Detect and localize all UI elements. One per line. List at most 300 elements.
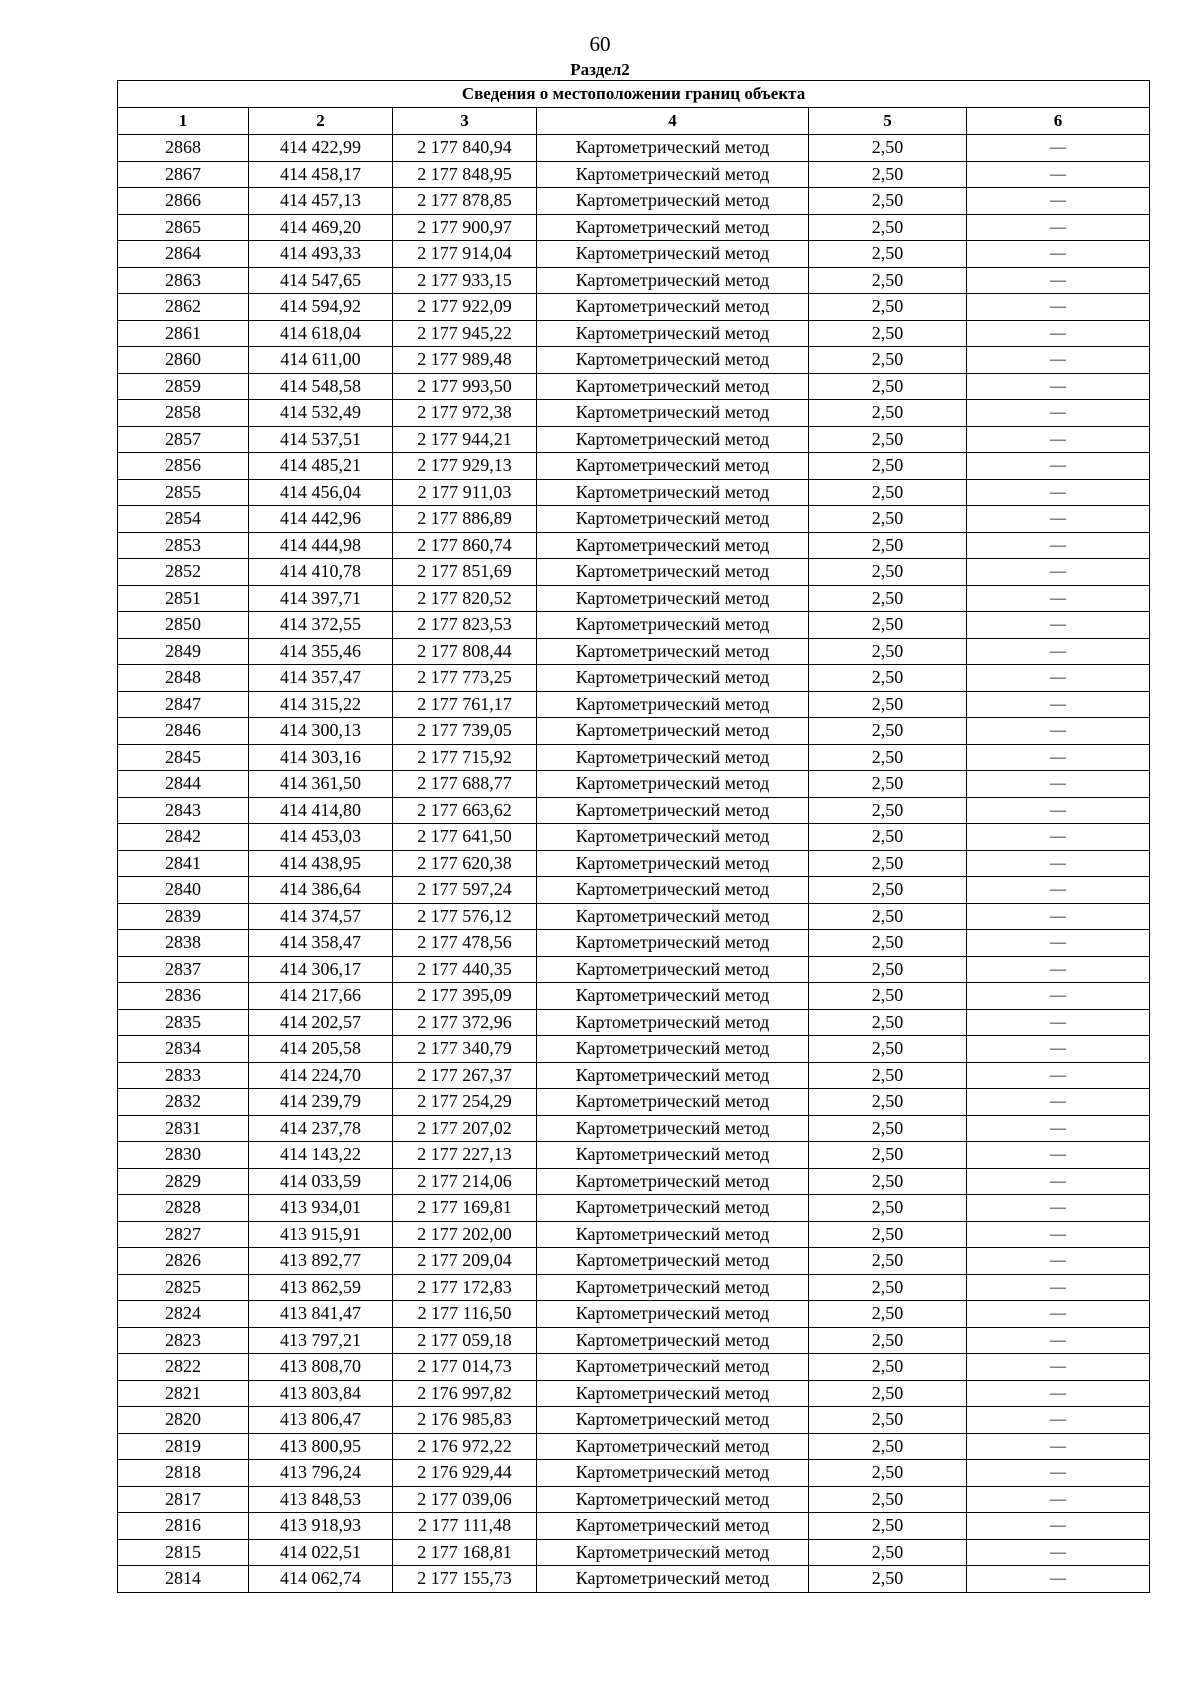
cell-coordinate-y: 2 177 878,85 [393,188,537,215]
cell-point-number: 2821 [118,1380,249,1407]
cell-coordinate-x: 414 372,55 [249,612,393,639]
cell-description: — [967,771,1150,798]
cell-coordinate-y: 2 177 395,09 [393,983,537,1010]
cell-coordinate-x: 414 442,96 [249,506,393,533]
cell-accuracy: 2,50 [809,1460,967,1487]
cell-coordinate-x: 413 934,01 [249,1195,393,1222]
cell-method: Картометрический метод [537,797,809,824]
cell-point-number: 2840 [118,877,249,904]
cell-method: Картометрический метод [537,241,809,268]
cell-accuracy: 2,50 [809,135,967,162]
cell-point-number: 2837 [118,956,249,983]
cell-coordinate-x: 413 892,77 [249,1248,393,1275]
cell-point-number: 2842 [118,824,249,851]
table-row [118,161,1150,188]
table-row [118,718,1150,745]
cell-coordinate-y: 2 177 039,06 [393,1486,537,1513]
cell-accuracy: 2,50 [809,188,967,215]
cell-accuracy: 2,50 [809,638,967,665]
cell-method: Картометрический метод [537,1354,809,1381]
cell-accuracy: 2,50 [809,373,967,400]
cell-point-number: 2862 [118,294,249,321]
cell-method: Картометрический метод [537,1513,809,1540]
cell-coordinate-x: 414 224,70 [249,1062,393,1089]
cell-coordinate-y: 2 177 851,69 [393,559,537,586]
cell-description: — [967,400,1150,427]
table-row [118,400,1150,427]
cell-coordinate-x: 414 548,58 [249,373,393,400]
page-number: 60 [589,32,611,56]
boundary-table [117,80,1150,1593]
cell-description: — [967,1539,1150,1566]
cell-accuracy: 2,50 [809,1142,967,1169]
cell-point-number: 2859 [118,373,249,400]
table-row [118,824,1150,851]
cell-point-number: 2868 [118,135,249,162]
cell-point-number: 2814 [118,1566,249,1593]
cell-method: Картометрический метод [537,930,809,957]
cell-coordinate-y: 2 176 997,82 [393,1380,537,1407]
cell-description: — [967,1380,1150,1407]
table-row [118,1327,1150,1354]
table-row [118,1115,1150,1142]
cell-point-number: 2856 [118,453,249,480]
table-row [118,1036,1150,1063]
cell-description: — [967,797,1150,824]
cell-coordinate-y: 2 177 478,56 [393,930,537,957]
table-row [118,1460,1150,1487]
cell-accuracy: 2,50 [809,294,967,321]
cell-description: — [967,506,1150,533]
cell-method: Картометрический метод [537,532,809,559]
cell-coordinate-y: 2 177 267,37 [393,1062,537,1089]
cell-method: Картометрический метод [537,718,809,745]
table-row [118,532,1150,559]
cell-point-number: 2820 [118,1407,249,1434]
cell-coordinate-y: 2 177 972,38 [393,400,537,427]
cell-accuracy: 2,50 [809,877,967,904]
cell-description: — [967,1195,1150,1222]
cell-point-number: 2817 [118,1486,249,1513]
cell-coordinate-y: 2 177 945,22 [393,320,537,347]
cell-description: — [967,930,1150,957]
cell-description: — [967,453,1150,480]
table-row [118,1195,1150,1222]
table-row [118,1301,1150,1328]
table-row [118,585,1150,612]
cell-coordinate-x: 413 800,95 [249,1433,393,1460]
cell-point-number: 2841 [118,850,249,877]
cell-method: Картометрический метод [537,744,809,771]
cell-method: Картометрический метод [537,638,809,665]
cell-coordinate-x: 414 357,47 [249,665,393,692]
cell-method: Картометрический метод [537,850,809,877]
cell-coordinate-y: 2 177 823,53 [393,612,537,639]
table-row [118,850,1150,877]
cell-description: — [967,1486,1150,1513]
column-number-4: 4 [537,108,809,135]
cell-coordinate-y: 2 177 440,35 [393,956,537,983]
cell-coordinate-x: 414 315,22 [249,691,393,718]
table-row [118,506,1150,533]
cell-method: Картометрический метод [537,903,809,930]
cell-description: — [967,320,1150,347]
cell-description: — [967,1513,1150,1540]
cell-coordinate-y: 2 177 014,73 [393,1354,537,1381]
table-caption: Сведения о местоположении границ объекта [118,81,1150,108]
cell-method: Картометрический метод [537,400,809,427]
cell-point-number: 2861 [118,320,249,347]
table-row [118,930,1150,957]
table-row [118,665,1150,692]
cell-point-number: 2857 [118,426,249,453]
cell-point-number: 2819 [118,1433,249,1460]
cell-point-number: 2833 [118,1062,249,1089]
cell-accuracy: 2,50 [809,214,967,241]
cell-method: Картометрический метод [537,877,809,904]
cell-method: Картометрический метод [537,956,809,983]
cell-point-number: 2832 [118,1089,249,1116]
cell-description: — [967,744,1150,771]
table-row [118,241,1150,268]
cell-accuracy: 2,50 [809,1513,967,1540]
cell-point-number: 2815 [118,1539,249,1566]
table-row [118,1513,1150,1540]
cell-accuracy: 2,50 [809,1248,967,1275]
cell-coordinate-y: 2 177 989,48 [393,347,537,374]
cell-method: Картометрический метод [537,453,809,480]
cell-method: Картометрический метод [537,1195,809,1222]
cell-accuracy: 2,50 [809,1062,967,1089]
cell-coordinate-y: 2 177 911,03 [393,479,537,506]
cell-coordinate-x: 414 493,33 [249,241,393,268]
cell-coordinate-x: 414 355,46 [249,638,393,665]
cell-coordinate-y: 2 177 886,89 [393,506,537,533]
cell-accuracy: 2,50 [809,161,967,188]
cell-point-number: 2851 [118,585,249,612]
cell-point-number: 2829 [118,1168,249,1195]
cell-accuracy: 2,50 [809,320,967,347]
cell-description: — [967,267,1150,294]
cell-point-number: 2830 [118,1142,249,1169]
cell-description: — [967,532,1150,559]
table-row [118,1009,1150,1036]
cell-accuracy: 2,50 [809,1168,967,1195]
cell-coordinate-x: 414 143,22 [249,1142,393,1169]
cell-coordinate-y: 2 177 914,04 [393,241,537,268]
cell-method: Картометрический метод [537,161,809,188]
cell-method: Картометрический метод [537,612,809,639]
cell-coordinate-y: 2 177 663,62 [393,797,537,824]
cell-coordinate-x: 414 202,57 [249,1009,393,1036]
cell-coordinate-x: 414 532,49 [249,400,393,427]
cell-method: Картометрический метод [537,1036,809,1063]
table-row [118,1221,1150,1248]
cell-method: Картометрический метод [537,214,809,241]
cell-accuracy: 2,50 [809,532,967,559]
cell-coordinate-y: 2 177 172,83 [393,1274,537,1301]
cell-description: — [967,877,1150,904]
cell-coordinate-x: 413 862,59 [249,1274,393,1301]
cell-method: Картометрический метод [537,559,809,586]
cell-accuracy: 2,50 [809,1115,967,1142]
cell-description: — [967,294,1150,321]
cell-description: — [967,188,1150,215]
cell-accuracy: 2,50 [809,956,967,983]
cell-method: Картометрический метод [537,267,809,294]
cell-accuracy: 2,50 [809,1539,967,1566]
cell-description: — [967,1566,1150,1593]
cell-point-number: 2818 [118,1460,249,1487]
cell-point-number: 2863 [118,267,249,294]
cell-coordinate-y: 2 177 168,81 [393,1539,537,1566]
cell-coordinate-y: 2 177 933,15 [393,267,537,294]
cell-coordinate-y: 2 177 059,18 [393,1327,537,1354]
cell-accuracy: 2,50 [809,1009,967,1036]
cell-method: Картометрический метод [537,506,809,533]
table-row [118,1248,1150,1275]
cell-point-number: 2864 [118,241,249,268]
table-row [118,1407,1150,1434]
cell-description: — [967,559,1150,586]
cell-coordinate-y: 2 177 209,04 [393,1248,537,1275]
cell-coordinate-x: 413 806,47 [249,1407,393,1434]
cell-coordinate-y: 2 177 227,13 [393,1142,537,1169]
cell-coordinate-y: 2 177 207,02 [393,1115,537,1142]
table-row [118,1062,1150,1089]
cell-coordinate-x: 414 374,57 [249,903,393,930]
cell-coordinate-x: 414 457,13 [249,188,393,215]
cell-description: — [967,850,1150,877]
cell-description: — [967,214,1150,241]
cell-coordinate-x: 414 386,64 [249,877,393,904]
cell-coordinate-x: 414 453,03 [249,824,393,851]
cell-method: Картометрический метод [537,1062,809,1089]
cell-method: Картометрический метод [537,1460,809,1487]
cell-accuracy: 2,50 [809,797,967,824]
cell-accuracy: 2,50 [809,453,967,480]
cell-coordinate-y: 2 177 254,29 [393,1089,537,1116]
cell-point-number: 2843 [118,797,249,824]
table-row [118,1142,1150,1169]
cell-coordinate-x: 414 062,74 [249,1566,393,1593]
cell-coordinate-x: 414 618,04 [249,320,393,347]
cell-point-number: 2816 [118,1513,249,1540]
table-caption-row [118,81,1150,108]
column-number-1: 1 [118,108,249,135]
table-row [118,1433,1150,1460]
cell-accuracy: 2,50 [809,267,967,294]
cell-accuracy: 2,50 [809,1566,967,1593]
cell-accuracy: 2,50 [809,903,967,930]
cell-description: — [967,691,1150,718]
cell-method: Картометрический метод [537,1407,809,1434]
table-row [118,691,1150,718]
cell-method: Картометрический метод [537,1327,809,1354]
cell-method: Картометрический метод [537,824,809,851]
cell-method: Картометрический метод [537,1089,809,1116]
cell-coordinate-x: 414 444,98 [249,532,393,559]
cell-accuracy: 2,50 [809,983,967,1010]
cell-coordinate-y: 2 177 739,05 [393,718,537,745]
table-row [118,1274,1150,1301]
cell-description: — [967,135,1150,162]
cell-accuracy: 2,50 [809,850,967,877]
cell-accuracy: 2,50 [809,718,967,745]
table-row [118,1566,1150,1593]
table-row [118,744,1150,771]
cell-description: — [967,1142,1150,1169]
table-row [118,1539,1150,1566]
table-row [118,1486,1150,1513]
cell-accuracy: 2,50 [809,347,967,374]
cell-description: — [967,903,1150,930]
cell-point-number: 2834 [118,1036,249,1063]
table-row [118,1354,1150,1381]
cell-description: — [967,1301,1150,1328]
cell-coordinate-y: 2 177 840,94 [393,135,537,162]
cell-coordinate-x: 414 410,78 [249,559,393,586]
cell-description: — [967,426,1150,453]
cell-point-number: 2828 [118,1195,249,1222]
table-row [118,638,1150,665]
column-number-6: 6 [967,108,1150,135]
table-row [118,612,1150,639]
cell-coordinate-x: 414 485,21 [249,453,393,480]
table-row [118,1380,1150,1407]
cell-coordinate-y: 2 177 715,92 [393,744,537,771]
cell-description: — [967,956,1150,983]
cell-point-number: 2827 [118,1221,249,1248]
cell-description: — [967,612,1150,639]
cell-point-number: 2839 [118,903,249,930]
cell-coordinate-x: 414 611,00 [249,347,393,374]
cell-point-number: 2846 [118,718,249,745]
table-row [118,373,1150,400]
cell-point-number: 2824 [118,1301,249,1328]
cell-description: — [967,1407,1150,1434]
cell-coordinate-x: 414 547,65 [249,267,393,294]
table-row [118,983,1150,1010]
cell-method: Картометрический метод [537,585,809,612]
cell-point-number: 2867 [118,161,249,188]
cell-method: Картометрический метод [537,771,809,798]
cell-point-number: 2845 [118,744,249,771]
cell-method: Картометрический метод [537,1301,809,1328]
cell-method: Картометрический метод [537,983,809,1010]
table-body [118,135,1150,1593]
cell-accuracy: 2,50 [809,1486,967,1513]
cell-point-number: 2854 [118,506,249,533]
cell-coordinate-x: 413 797,21 [249,1327,393,1354]
cell-method: Картометрический метод [537,188,809,215]
cell-coordinate-x: 414 300,13 [249,718,393,745]
table-row [118,347,1150,374]
cell-accuracy: 2,50 [809,1407,967,1434]
cell-coordinate-y: 2 177 929,13 [393,453,537,480]
cell-accuracy: 2,50 [809,241,967,268]
cell-point-number: 2836 [118,983,249,1010]
cell-accuracy: 2,50 [809,1089,967,1116]
cell-coordinate-y: 2 177 214,06 [393,1168,537,1195]
cell-method: Картометрический метод [537,320,809,347]
table-row [118,294,1150,321]
column-number-row [118,108,1150,135]
cell-accuracy: 2,50 [809,1380,967,1407]
table-row [118,559,1150,586]
cell-method: Картометрический метод [537,1566,809,1593]
cell-description: — [967,1115,1150,1142]
cell-accuracy: 2,50 [809,1221,967,1248]
table-row [118,479,1150,506]
cell-coordinate-x: 413 796,24 [249,1460,393,1487]
cell-coordinate-x: 414 594,92 [249,294,393,321]
cell-description: — [967,718,1150,745]
cell-coordinate-x: 414 458,17 [249,161,393,188]
cell-method: Картометрический метод [537,1274,809,1301]
cell-coordinate-y: 2 176 985,83 [393,1407,537,1434]
cell-method: Картометрический метод [537,373,809,400]
cell-accuracy: 2,50 [809,771,967,798]
cell-coordinate-y: 2 177 620,38 [393,850,537,877]
cell-coordinate-y: 2 176 929,44 [393,1460,537,1487]
cell-coordinate-y: 2 177 169,81 [393,1195,537,1222]
cell-description: — [967,638,1150,665]
cell-coordinate-x: 414 205,58 [249,1036,393,1063]
cell-description: — [967,1036,1150,1063]
cell-point-number: 2823 [118,1327,249,1354]
table-row [118,453,1150,480]
cell-coordinate-y: 2 177 688,77 [393,771,537,798]
cell-accuracy: 2,50 [809,426,967,453]
cell-method: Картометрический метод [537,1539,809,1566]
cell-description: — [967,1248,1150,1275]
cell-description: — [967,1009,1150,1036]
cell-accuracy: 2,50 [809,930,967,957]
cell-accuracy: 2,50 [809,744,967,771]
cell-point-number: 2822 [118,1354,249,1381]
cell-method: Картометрический метод [537,1168,809,1195]
table-row [118,1168,1150,1195]
cell-description: — [967,665,1150,692]
cell-coordinate-x: 414 438,95 [249,850,393,877]
cell-coordinate-x: 414 537,51 [249,426,393,453]
cell-coordinate-x: 413 803,84 [249,1380,393,1407]
cell-description: — [967,479,1150,506]
cell-method: Картометрический метод [537,1009,809,1036]
cell-method: Картометрический метод [537,665,809,692]
column-number-5: 5 [809,108,967,135]
cell-accuracy: 2,50 [809,665,967,692]
cell-description: — [967,1274,1150,1301]
cell-coordinate-x: 414 306,17 [249,956,393,983]
table-row [118,267,1150,294]
section-title: Раздел2 [570,60,630,79]
cell-description: — [967,347,1150,374]
cell-method: Картометрический метод [537,294,809,321]
cell-point-number: 2844 [118,771,249,798]
cell-coordinate-x: 414 237,78 [249,1115,393,1142]
cell-coordinate-x: 413 918,93 [249,1513,393,1540]
cell-coordinate-y: 2 177 808,44 [393,638,537,665]
cell-method: Картометрический метод [537,347,809,374]
cell-coordinate-y: 2 177 944,21 [393,426,537,453]
cell-accuracy: 2,50 [809,691,967,718]
cell-description: — [967,241,1150,268]
table-row [118,214,1150,241]
cell-method: Картометрический метод [537,135,809,162]
cell-coordinate-x: 414 303,16 [249,744,393,771]
